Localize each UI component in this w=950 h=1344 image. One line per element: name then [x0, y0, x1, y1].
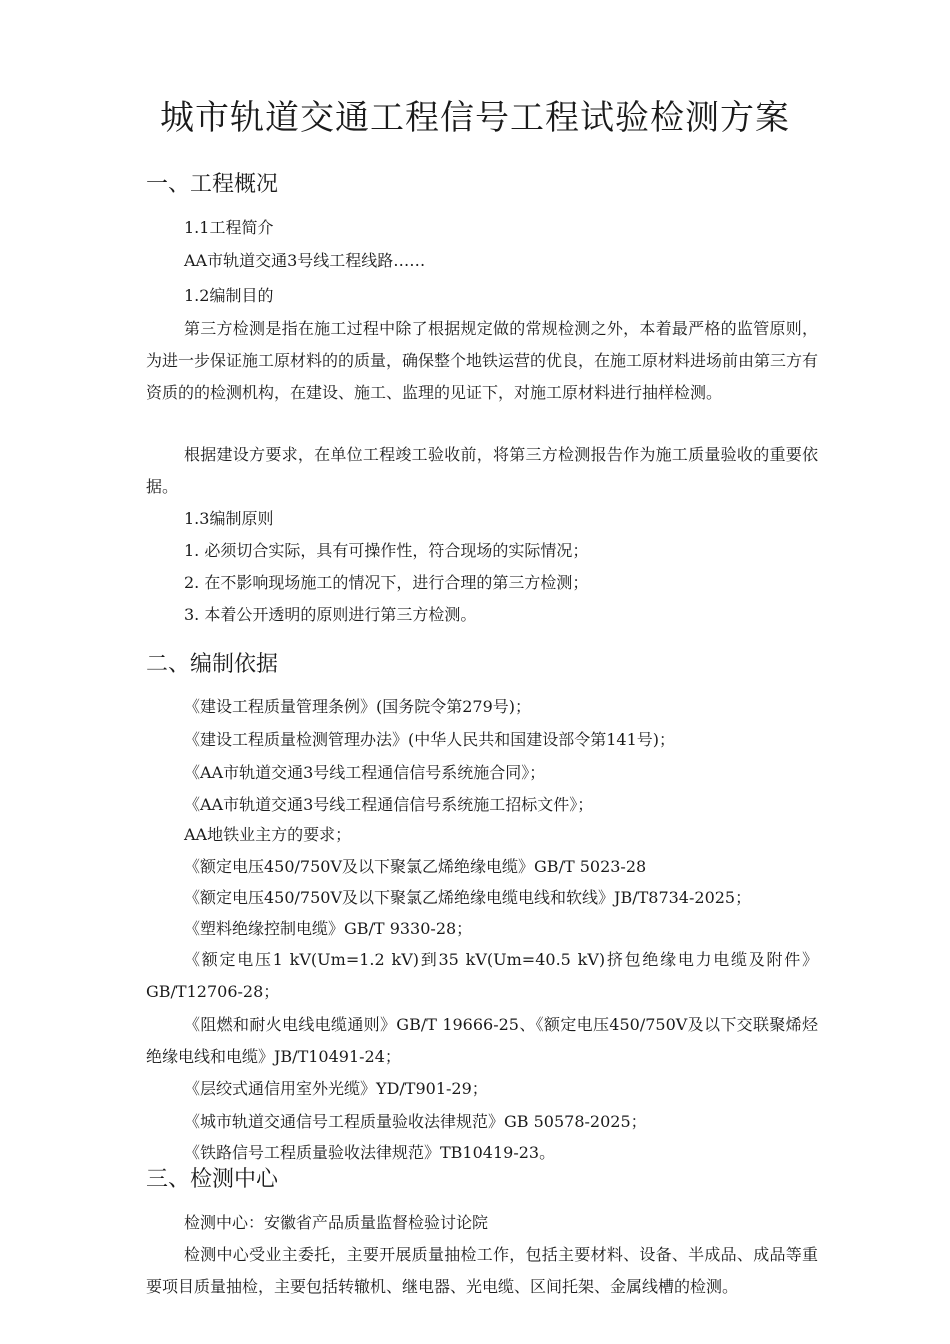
basis-item: 《塑料绝缘控制电缆》GB/T 9330-28； [184, 919, 473, 938]
basis-item: 《额定电压450/750V及以下聚氯乙烯绝缘电缆电线和软线》JB/T8734-2025； [184, 888, 752, 907]
basis-item: 《铁路信号工程质量验收法律规范》TB10419-23。 [184, 1143, 556, 1162]
purpose-paragraph-1: 第三方检测是指在施工过程中除了根据规定做的常规检测之外，本着最严格的监管原则，为进一步保证施工原材料的的质量，确保整个地铁运营的优良，在施工原材料进场前由第三方有资质的的检测机构，在建设、施工、监理的见证下，对施工原材料进行抽样检测。 [146, 319, 819, 402]
principle-item: 2. 在不影响现场施工的情况下，进行合理的第三方检测； [184, 573, 589, 592]
section-heading-center: 三、检测中心 [146, 1167, 279, 1192]
basis-item: 《层绞式通信用室外光缆》YD/T901-29； [184, 1079, 488, 1098]
basis-item: 《AA市轨道交通3号线工程通信信号系统施合同》； [184, 763, 546, 782]
basis-item: 《城市轨道交通信号工程质量验收法律规范》GB 50578-2025； [184, 1112, 647, 1131]
section-heading-overview: 一、工程概况 [146, 172, 279, 197]
center-line: 检测中心：安徽省产品质量监督检验讨论院 [184, 1213, 489, 1232]
purpose-paragraph-2: 根据建设方要求，在单位工程竣工验收前，将第三方检测报告作为施工质量验收的重要依据。 [146, 445, 818, 496]
section-heading-basis: 二、编制依据 [146, 652, 279, 677]
basis-item: 《建设工程质量检测管理办法》(中华人民共和国建设部令第141号)； [184, 730, 676, 749]
subsection-heading-intro: 1.1工程简介 [184, 218, 274, 237]
basis-item: 《阻燃和耐火电线电缆通则》GB/T 19666-25、《额定电压450/750V及以下交联聚烯烃绝缘电线和电缆》JB/T10491-24； [146, 1015, 818, 1066]
document-title: 城市轨道交通工程信号工程试验检测方案 [160, 98, 790, 138]
basis-item: 《AA市轨道交通3号线工程通信信号系统施工招标文件》； [184, 795, 594, 814]
basis-item: 《额定电压1 kV(Um=1.2 kV)到35 kV(Um=40.5 kV)挤包绝缘电力电缆及附件》GB/T12706-28； [146, 950, 818, 1001]
principle-item: 3. 本着公开透明的原则进行第三方检测。 [184, 605, 477, 624]
basis-item: 《建设工程质量管理条例》(国务院令第279号)； [184, 697, 532, 716]
subsection-heading-principles: 1.3编制原则 [184, 509, 274, 528]
center-paragraph: 检测中心受业主委托，主要开展质量抽检工作，包括主要材料、设备、半成品、成品等重要项目质量抽检，主要包括转辙机、继电器、光电缆、区间托架、金属线槽的检测。 [146, 1245, 818, 1296]
basis-item: 《额定电压450/750V及以下聚氯乙烯绝缘电缆》GB/T 5023-28 [184, 857, 647, 876]
principle-item: 1. 必须切合实际，具有可操作性，符合现场的实际情况； [184, 541, 589, 560]
intro-text: AA市轨道交通3号线工程线路…… [184, 251, 426, 270]
basis-item: AA地铁业主方的要求； [184, 825, 352, 844]
subsection-heading-purpose: 1.2编制目的 [184, 286, 274, 305]
